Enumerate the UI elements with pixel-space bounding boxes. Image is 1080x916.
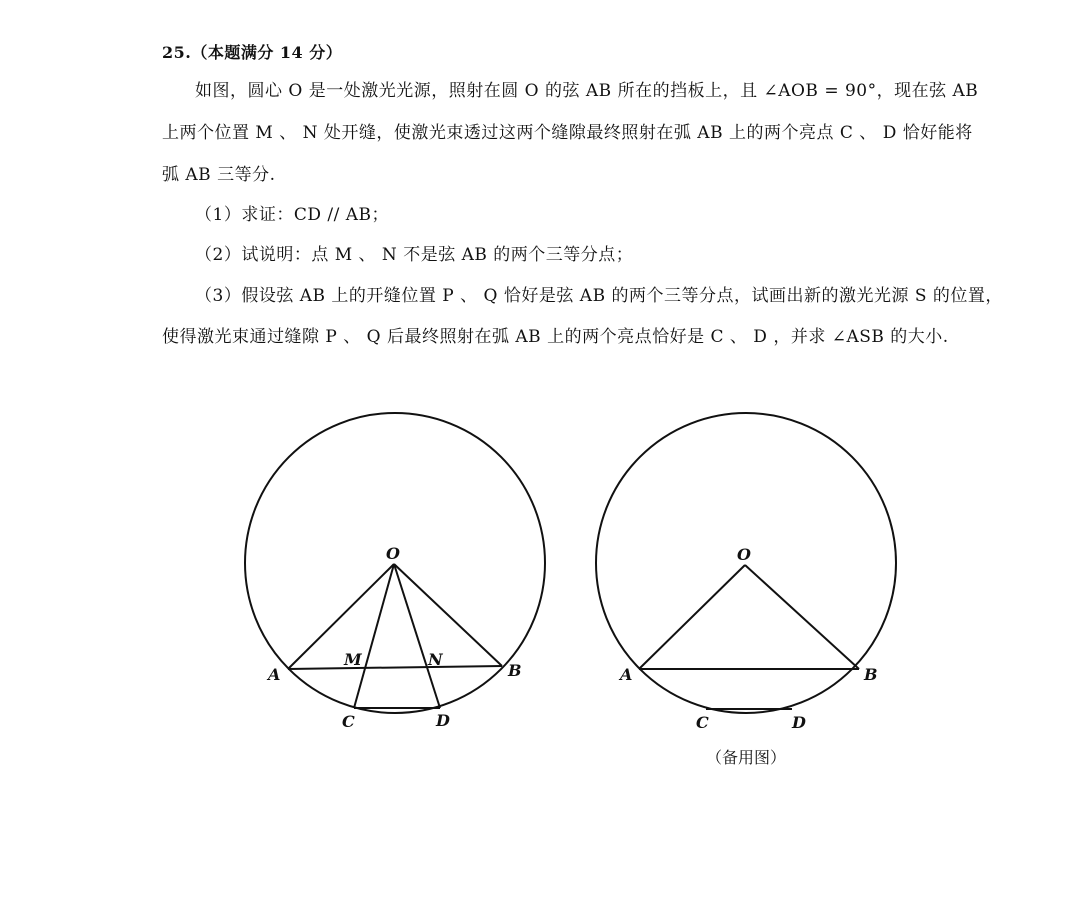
problem-intro-line-1: 如图，圆心 O 是一处激光光源，照射在圆 O 的弦 AB 所在的挡板上，且 ∠AOB = 90°，现在弦 AB [195, 81, 979, 101]
segment-oa-2 [639, 565, 745, 669]
segment-ob-2 [745, 565, 859, 669]
problem-title: 25.（本题满分 14 分） [162, 43, 343, 62]
label-c-1: C [342, 712, 355, 731]
backup-figure-caption: （备用图） [706, 748, 787, 767]
label-m-1: M [344, 650, 362, 669]
question-1: （1）求证：CD // AB； [195, 205, 389, 225]
question-3-line-1: （3）假设弦 AB 上的开缝位置 P 、 Q 恰好是弦 AB 的两个三等分点，试画出新的激光光源 S 的位置， [195, 286, 1003, 306]
label-o-2: O [737, 545, 751, 564]
label-b-1: B [508, 661, 522, 680]
segment-oa-1 [288, 564, 394, 669]
question-3-line-2: 使得激光束通过缝隙 P 、 Q 后最终照射在弧 AB 上的两个亮点恰好是 C 、 D ，并求 ∠ASB 的大小. [162, 327, 949, 347]
problem-intro-line-3: 弧 AB 三等分. [162, 165, 276, 185]
label-a-2: A [620, 665, 633, 684]
label-n-1: N [428, 650, 443, 669]
label-c-2: C [696, 713, 709, 732]
label-o-1: O [386, 544, 400, 563]
label-a-1: A [268, 665, 281, 684]
problem-intro-line-2: 上两个位置 M 、 N 处开缝，使激光束透过这两个缝隙最终照射在弧 AB 上的两个亮点 C 、 D 恰好能将 [162, 123, 973, 143]
ray-oc-1 [354, 564, 394, 708]
label-d-2: D [792, 713, 806, 732]
figure-1 [245, 413, 545, 731]
label-b-2: B [864, 665, 878, 684]
label-d-1: D [436, 711, 450, 730]
chord-ab-1 [288, 666, 502, 669]
question-2: （2）试说明：点 M 、 N 不是弦 AB 的两个三等分点； [195, 245, 634, 265]
figure-2 [596, 413, 896, 732]
